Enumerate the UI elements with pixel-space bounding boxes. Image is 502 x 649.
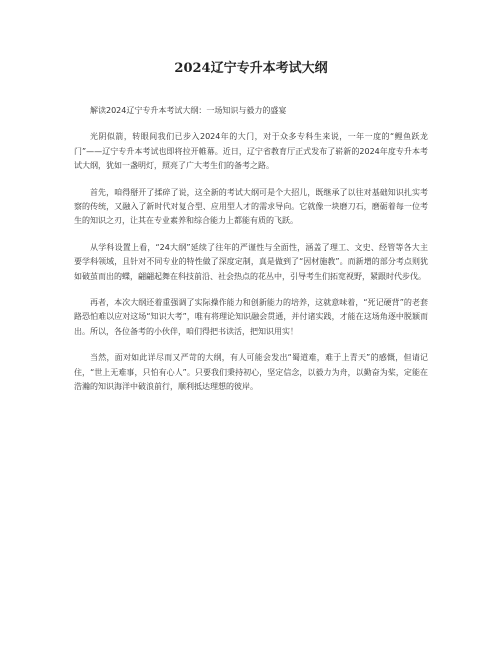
body-paragraph-1: 光阴似箭，转眼间我们已步入2024年的大门，对于众多专科生来说，一年一度的“鲤鱼跃龙门”——辽宁专升本考试也即将拉开帷幕。近日，辽宁省教育厅正式发布了崭新的2024年度专升本考试大纲，犹如一盏明灯，照亮了广大考生们的备考之路。	[74, 132, 428, 171]
subtitle-paragraph: 解读2024辽宁专升本考试大纲：一场知识与毅力的盛宴	[90, 106, 287, 115]
body-paragraph-4: 再者，本次大纲还着重强调了实际操作能力和创新能力的培养，这就意味着，“死记硬背”的老套路恐怕难以应对这场“知识大考”，唯有将理论知识融会贯通，并付诸实践，才能在这场角逐中脱颖而出。所以，各位备考的小伙伴，咱们得把书读活，把知识用实！	[74, 298, 428, 336]
body-paragraph-5: 当然，面对如此详尽而又严苛的大纲，有人可能会发出“蜀道难，难于上青天”的感慨，但请记住，“世上无难事，只怕有心人”。只要我们秉持初心，坚定信念，以毅力为舟，以勤奋为桨，定能在浩瀚的知识海洋中破浪前行，顺利抵达理想的彼岸。	[74, 353, 428, 392]
body-paragraph-2: 首先，咱得掰开了揉碎了说，这全新的考试大纲可是个大招儿，既继承了以往对基础知识扎实考察的传统，又融入了新时代对复合型、应用型人才的需求导向。它就像一块磨刀石，磨砺着每一位考生的知识之刃，让其在专业素养和综合能力上都能有质的飞跃。	[74, 187, 428, 226]
page-title: 2024辽宁专升本考试大纲	[174, 61, 328, 76]
body-paragraph-3: 从学科设置上看，“24大纲”延续了往年的严谨性与全面性，涵盖了理工、文史、经管等各大主要学科领域，且针对不同专业的特性做了深度定制，真是做到了“因材施教”。而新增的部分考点则犹如破茧而出的蝶，翩翩起舞在科技前沿、社会热点的花丛中，引导考生们拓宽视野，紧跟时代步伐。	[74, 242, 428, 281]
